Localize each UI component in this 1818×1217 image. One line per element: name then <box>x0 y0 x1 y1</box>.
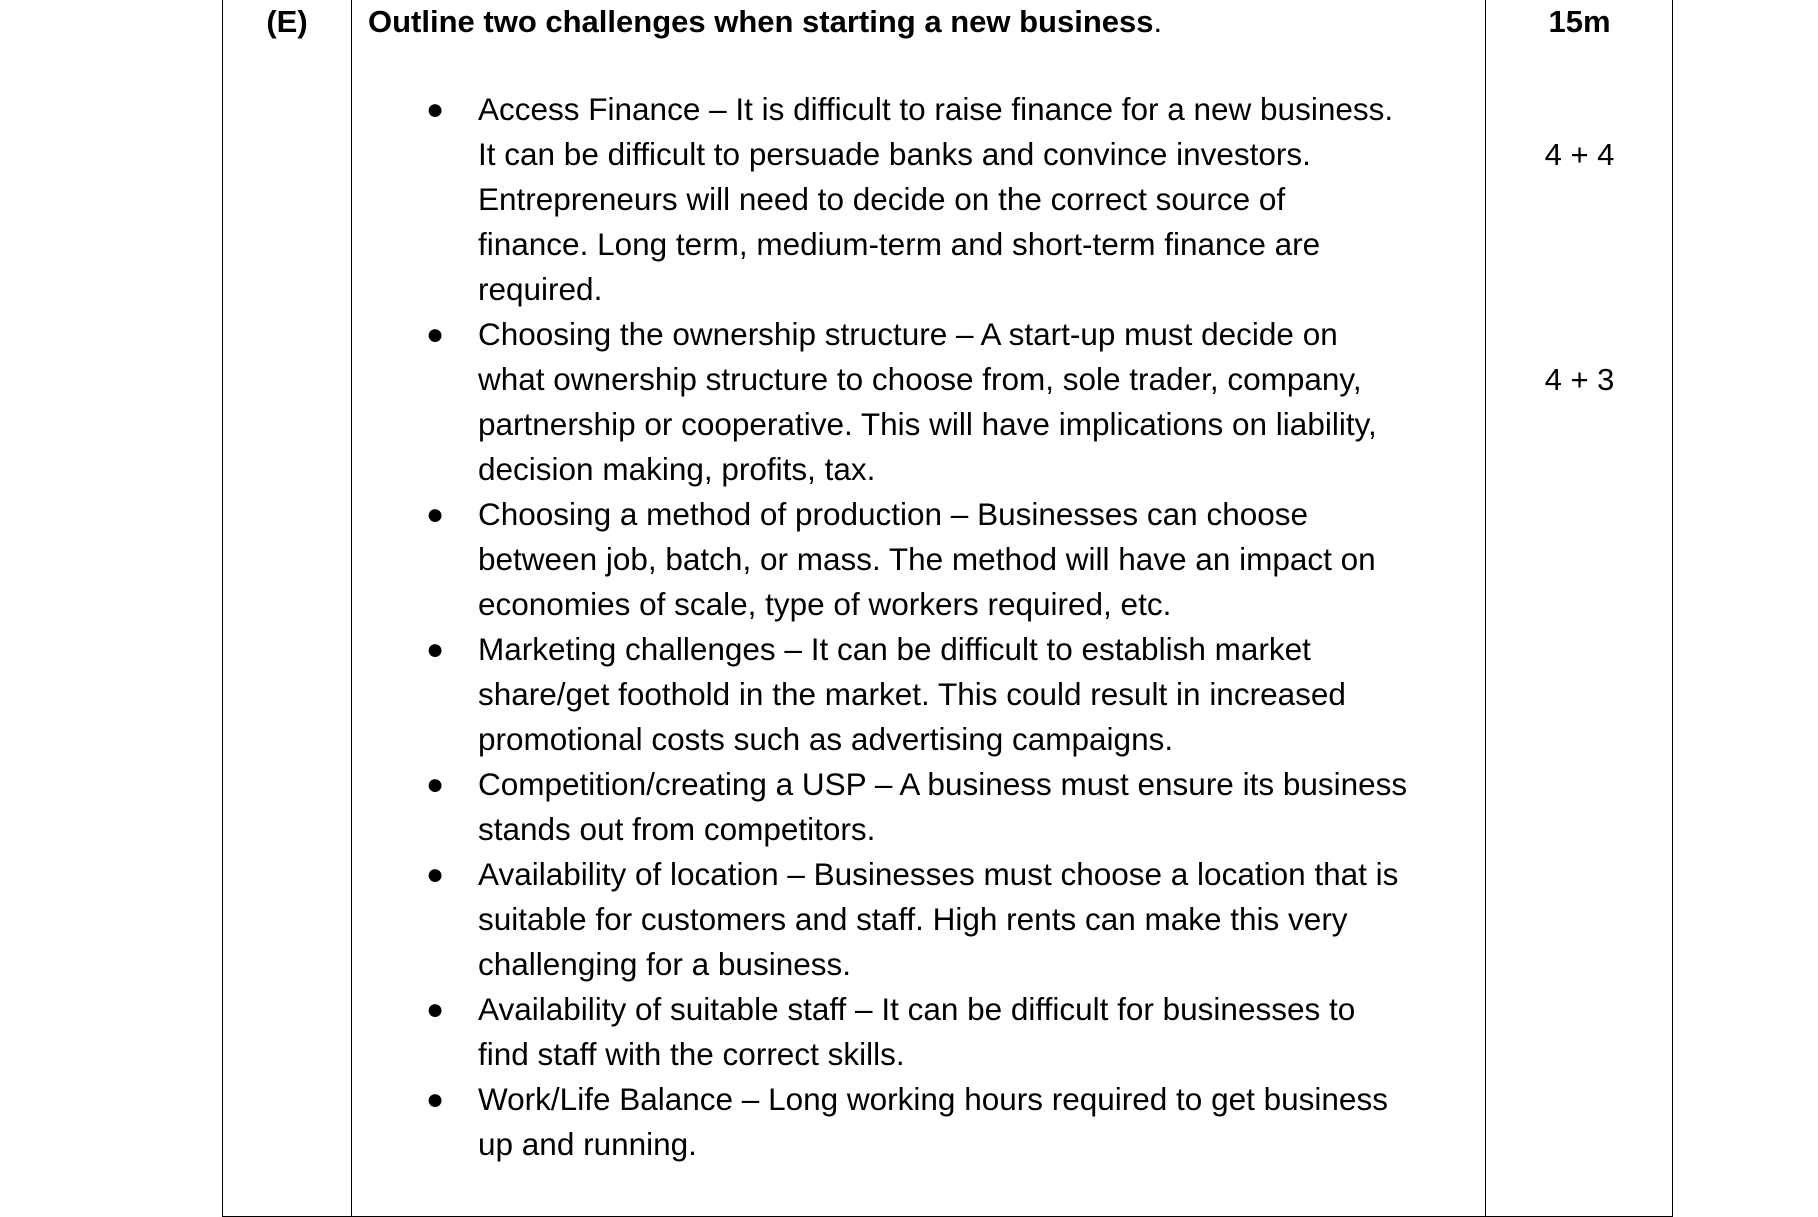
bullet-icon: ● <box>426 318 445 351</box>
answer-item <box>368 312 1478 492</box>
answer-item <box>368 852 1478 987</box>
bullet-icon: ● <box>426 1083 445 1116</box>
answer-line: required. <box>478 271 603 307</box>
answer-line: Choosing the ownership structure – A start-up must decide on <box>478 316 1338 352</box>
answer-line: Entrepreneurs will need to decide on the correct source of <box>478 181 1286 217</box>
answer-line: challenging for a business. <box>478 946 851 982</box>
question-end-punctuation: . <box>1153 4 1163 39</box>
answer-line: Choosing a method of production – Businesses can choose <box>478 496 1309 532</box>
answer-line: Availability of suitable staff – It can be difficult for businesses to <box>478 991 1356 1027</box>
question-text <box>368 2 1162 42</box>
answer-line: what ownership structure to choose from, sole trader, company, <box>478 361 1362 397</box>
answer-line: suitable for customers and staff. High rents can make this very <box>478 901 1348 937</box>
answer-line: up and running. <box>478 1126 697 1162</box>
answer-line: share/get foothold in the market. This could result in increased <box>478 676 1346 712</box>
answer-item <box>368 627 1478 762</box>
column-divider-part <box>351 0 352 1217</box>
answer-line: between job, batch, or mass. The method will have an impact on <box>478 541 1376 577</box>
bullet-icon: ● <box>426 993 445 1026</box>
answer-line: economies of scale, type of workers required, etc. <box>478 586 1172 622</box>
column-divider-marks <box>1485 0 1486 1217</box>
answer-line: Marketing challenges – It can be difficult to establish market <box>478 631 1311 667</box>
bullet-icon: ● <box>426 858 445 891</box>
answer-line: decision making, profits, tax. <box>478 451 876 487</box>
mark-split-2: 4 + 3 <box>1544 362 1615 397</box>
bullet-icon: ● <box>426 633 445 666</box>
answer-line: finance. Long term, medium-term and short-term finance are <box>478 226 1321 262</box>
question-part-label: (E) <box>266 4 308 39</box>
answer-item <box>368 762 1478 852</box>
answer-bullet-list <box>368 87 1478 1167</box>
answer-item <box>368 1077 1478 1167</box>
total-marks: 15m <box>1548 4 1611 39</box>
answer-line: It can be difficult to persuade banks and convince investors. <box>478 136 1311 172</box>
answer-item <box>368 987 1478 1077</box>
answer-line: stands out from competitors. <box>478 811 876 847</box>
bullet-icon: ● <box>426 498 445 531</box>
mark-split-1: 4 + 4 <box>1544 137 1615 172</box>
bullet-icon: ● <box>426 93 445 126</box>
answer-line: Competition/creating a USP – A business must ensure its business <box>478 766 1408 802</box>
answer-line: find staff with the correct skills. <box>478 1036 905 1072</box>
answer-line: Work/Life Balance – Long working hours required to get business <box>478 1081 1388 1117</box>
answer-line: partnership or cooperative. This will have implications on liability, <box>478 406 1377 442</box>
answer-line: promotional costs such as advertising campaigns. <box>478 721 1174 757</box>
bullet-icon: ● <box>426 768 445 801</box>
answer-line: Access Finance – It is difficult to raise finance for a new business. <box>478 91 1394 127</box>
answer-item <box>368 87 1478 312</box>
question-bold-text: Outline two challenges when starting a new business <box>368 4 1154 39</box>
answer-line: Availability of location – Businesses must choose a location that is <box>478 856 1399 892</box>
answer-item <box>368 492 1478 627</box>
